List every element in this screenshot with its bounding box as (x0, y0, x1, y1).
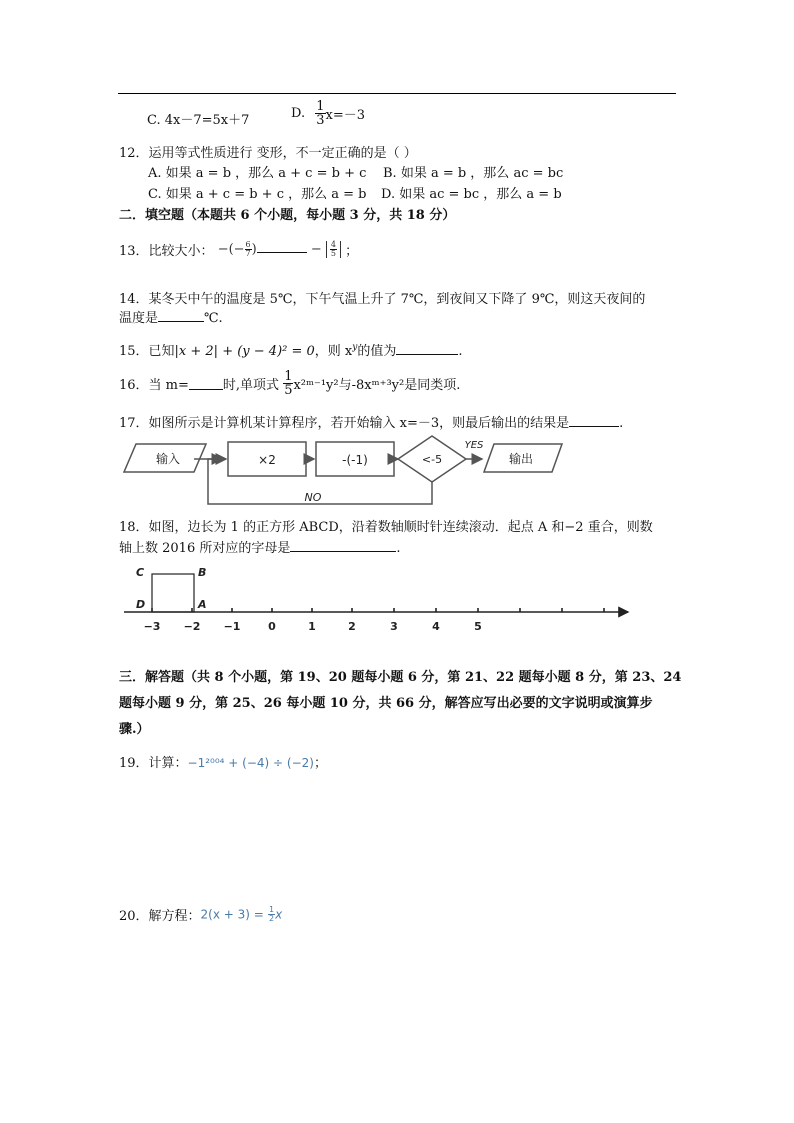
square-abcd (152, 574, 194, 612)
q20-fraction: $\frac{1}{2}$ (268, 905, 275, 923)
section-2-heading: 二．填空题（本题共 6 个小题，每小题 3 分，共 18 分） (119, 208, 456, 223)
header-rule (118, 93, 676, 94)
q19: 19．计算：−1²⁰⁰⁴ + (−4) ÷ (−2)； (119, 756, 327, 771)
q20-expression-b: x (275, 907, 283, 922)
number-line-tick-label: −2 (183, 620, 201, 633)
q12-option-c: C. 如果 a + c = b + c ，那么 a = b (148, 187, 367, 202)
answer-blank (189, 377, 223, 390)
q13-fraction-2: $\frac{4}{5}$ (330, 240, 336, 258)
option-label: D. (291, 106, 306, 121)
section-3-line3: 骤.） (119, 722, 150, 737)
flow-condition-label: <-5 (421, 453, 443, 466)
q12-option-a: A. 如果 a = b ，那么 a + c = b + c (148, 166, 367, 181)
q18-line2: 轴上数 2016 所对应的字母是 . (119, 541, 401, 556)
q13-expr2-pre: − (310, 242, 322, 257)
q13-prefix: 13．比较大小： (119, 244, 214, 259)
q13-expr1-pre: −(− (217, 242, 245, 257)
answer-blank (569, 414, 619, 427)
answer-blank (290, 539, 396, 552)
number-line-tick-label: 4 (432, 620, 440, 633)
q17-flowchart (118, 432, 568, 510)
label-b: B (198, 566, 207, 579)
q18-number-line-figure (118, 560, 638, 636)
q14-line1: 14．某冬天中午的温度是 5℃，下午气温上升了 7℃，到夜间又下降了 9℃，则这天夜间的 (119, 292, 646, 307)
option-label: C. (147, 113, 161, 128)
flow-output-label: 输出 (508, 452, 534, 466)
q14-line2: 温度是 ℃. (119, 311, 223, 326)
q11-option-c (147, 109, 249, 128)
section-3-line1: 三．解答题（共 8 个小题，第 19、20 题每小题 6 分，第 21、22 题每小题 8 分，第 23、24 (119, 670, 682, 685)
q16: 16．当 m= 时,单项式 $\frac{1}{5}$ x²ᵐ⁻¹y²与-8xᵐ⁺³y²是同类项. (119, 369, 461, 398)
number-line-tick-label: 2 (348, 620, 356, 633)
q13-fraction-1: $\frac{6}{7}$ (245, 240, 251, 258)
q13 (119, 240, 358, 259)
q12-option-d: D. 如果 ac = bc ，那么 a = b (381, 187, 562, 202)
q18-line1: 18．如图，边长为 1 的正方形 ABCD，沿着数轴顺时针连续滚动．起点 A 和−2 重合，则数 (119, 520, 653, 535)
q15-expression: |x + 2| + (y − 4)² = 0 (174, 344, 315, 359)
answer-blank (158, 309, 204, 322)
option-text: x=－3 (325, 108, 366, 123)
number-line-tick-label: −1 (223, 620, 241, 633)
label-c: C (136, 566, 145, 579)
q19-expression: −1²⁰⁰⁴ + (−4) ÷ (−2) (187, 756, 314, 770)
q13-expr1-post: ) (251, 242, 257, 257)
number-line-tick-label: 0 (268, 620, 276, 633)
q13-abs-bars (326, 241, 341, 258)
q20: 20．解方程：2(x + 3) = $\frac{1}{2}$ x (119, 905, 283, 924)
label-a: A (198, 598, 207, 611)
q11-option-d (291, 100, 365, 127)
q15: 15．已知|x + 2| + (y − 4)² = 0，则 $x^y$的值为 . (119, 342, 463, 359)
q12-stem: 12．运用等式性质进行 变形，不一定正确的是（ ） (119, 146, 417, 161)
q17-text: 17．如图所示是计算机某计算程序，若开始输入 x=－3，则最后输出的结果是 . (119, 416, 624, 431)
flow-yes-label: YES (464, 440, 484, 451)
number-line-tick-label: 3 (390, 620, 398, 633)
label-d: D (136, 598, 146, 611)
answer-blank (396, 342, 458, 355)
q13-suffix: ； (345, 244, 359, 259)
answer-blank (257, 240, 307, 253)
fraction: $\frac{1}{3}$ (316, 99, 325, 128)
option-text: 4x－7=5x＋7 (164, 113, 250, 128)
flow-input-label: 输入 (155, 452, 181, 466)
number-line-tick-label: 1 (308, 620, 316, 633)
flow-op1-label: ×2 (258, 453, 276, 467)
flow-op2-label: -(-1) (342, 453, 368, 467)
number-line-tick-label: −3 (143, 620, 161, 633)
flow-no-label: NO (304, 491, 322, 504)
q20-expression-a: 2(x + 3) = (200, 907, 264, 922)
number-line-tick-label: 5 (474, 620, 482, 633)
section-3-line2: 题每小题 9 分，第 25、26 每小题 10 分，共 66 分，解答应写出必要的文字说明或演算步 (119, 696, 653, 711)
q16-fraction: $\frac{1}{5}$ (284, 369, 293, 398)
q12-option-b: B. 如果 a = b ，那么 ac = bc (383, 166, 564, 181)
